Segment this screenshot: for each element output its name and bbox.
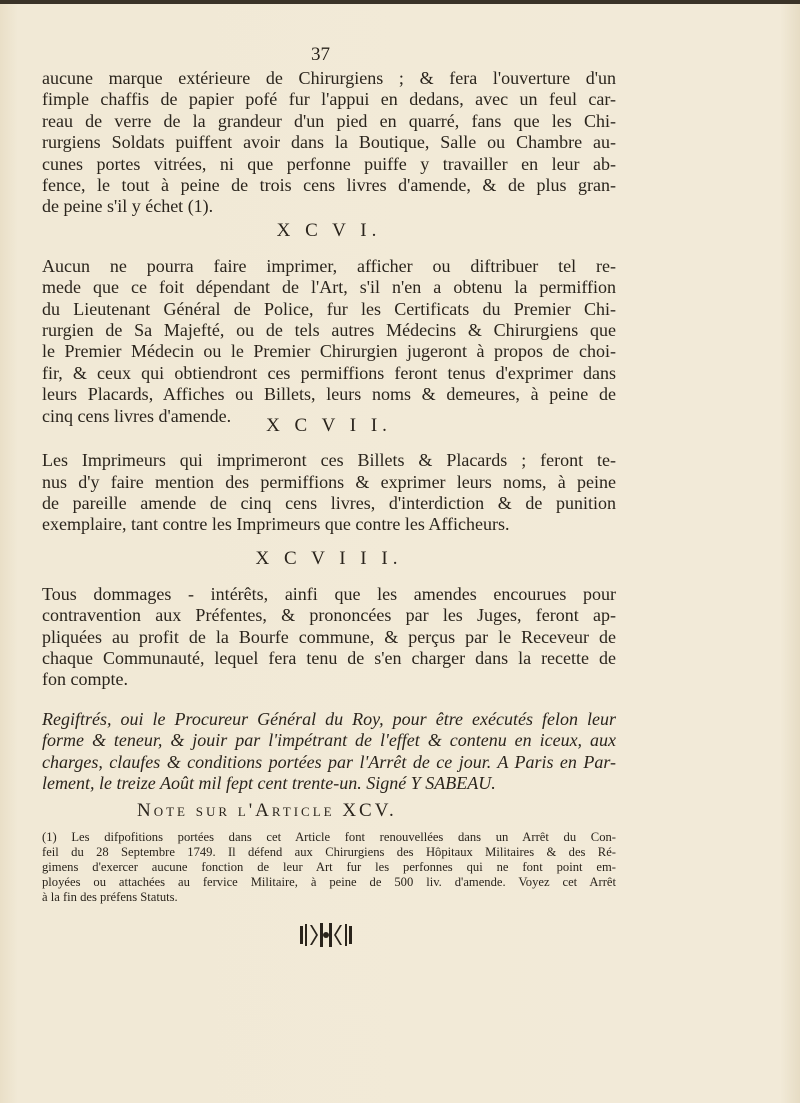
note-heading: Note sur l'Article XCV. [137, 800, 397, 822]
paragraph-article-97 [42, 450, 616, 536]
printer-ornament-icon [298, 920, 354, 950]
text-line: lement, le treize Août mil fept cent trente-un. Signé Y SABEAU. [42, 772, 496, 793]
text-line: leurs Placards, Affiches ou Billets, leurs noms & demeures, à peine de [42, 384, 616, 405]
registration-clause [42, 709, 616, 795]
footnote-line: feil du 28 Septembre 1749. Il défend aux Chirurgiens des Hôpitaux Militaires & des Ré- [42, 845, 616, 860]
article-heading-98: X C V I I I. [255, 547, 403, 569]
text-line: contravention aux Préfentes, & prononcées par les Juges, feront ap- [42, 605, 616, 626]
text-line: mede que ce foit dépendant de l'Art, s'il n'en a obtenu la permiffion [42, 277, 616, 298]
text-line: Tous dommages - intérêts, ainfi que les amendes encourues pour [42, 583, 616, 604]
paragraph-article-98 [42, 584, 616, 691]
text-line: du Lieutenant Général de Police, fur les Certificats du Premier Chi- [42, 298, 616, 319]
footnote-line: à la fin des préfens Statuts. [42, 890, 178, 905]
text-line: fon compte. [42, 669, 128, 690]
text-line: de pareille amende de cinq cens livres, d'interdiction & de punition [42, 492, 616, 513]
paragraph-intro [42, 68, 616, 218]
text-line: fir, & ceux qui obtiendront ces permiffions feront tenus d'exprimer dans [42, 362, 616, 383]
text-line: exemplaire, tant contre les Imprimeurs que contre les Afficheurs. [42, 514, 510, 535]
text-line: Regiftrés, oui le Procureur Général du Roy, pour être exécutés felon leur [42, 708, 616, 729]
text-line: charges, claufes & conditions portées par l'Arrêt de ce jour. A Paris en Par- [42, 751, 616, 772]
text-line: pliquées au profit de la Bourfe commune, & perçus par le Receveur de [42, 626, 616, 647]
text-line: chaque Communauté, lequel fera tenu de s'en charger dans la recette de [42, 647, 616, 668]
text-line: nus d'y faire mention des permiffions & exprimer leurs noms, à peine [42, 471, 616, 492]
text-line: cunes portes vitrées, ni que perfonne puiffe y travailler en leur ab- [42, 153, 616, 174]
footnote [42, 830, 616, 905]
footnote-line: ployées ou attachées au fervice Militaire, à peine de 500 liv. d'amende. Voyez cet Arrêt [42, 875, 616, 890]
footnote-line: gimens d'exercer aucune fonction de leur Art fur les perfonnes qui ne font point em- [42, 860, 616, 875]
text-line: fimple chaffis de papier pofé fur l'appui en dedans, avec un feul car- [42, 89, 616, 110]
text-line: fence, le tout à peine de trois cens livres d'amende, & de plus gran- [42, 175, 616, 196]
paragraph-article-96 [42, 256, 616, 427]
text-line: reau de verre de la grandeur d'un pied en quarré, fans que les Chi- [42, 110, 616, 131]
text-line: de peine s'il y échet (1). [42, 196, 214, 217]
text-line: aucune marque extérieure de Chirurgiens ; & fera l'ouverture d'un [42, 68, 616, 88]
text-line: forme & teneur, & jouir par l'impétrant de l'effet & contenu en iceux, aux [42, 730, 616, 751]
text-line: Aucun ne pourra faire imprimer, afficher ou diftribuer tel re- [42, 255, 616, 276]
text-line: rurgiens Soldats puiffent avoir dans la Boutique, Salle ou Chambre au- [42, 132, 616, 153]
page-top-edge [0, 0, 800, 4]
article-heading-97: X C V I I. [266, 415, 392, 437]
text-line: le Premier Médecin ou le Premier Chirurgien jugeront à propos de choi- [42, 341, 616, 362]
article-heading-96: X C V I. [276, 219, 382, 241]
page-number: 37 [311, 44, 330, 65]
text-line: Les Imprimeurs qui imprimeront ces Billets & Placards ; feront te- [42, 450, 616, 471]
text-line: cinq cens livres d'amende. [42, 405, 232, 426]
text-body [42, 60, 616, 905]
footnote-line: (1) Les difpofitions portées dans cet Article font renouvellées dans un Arrêt du Con- [42, 830, 616, 845]
text-line: rurgien de Sa Majefté, ou de tels autres Médecins & Chirurgiens que [42, 320, 616, 341]
